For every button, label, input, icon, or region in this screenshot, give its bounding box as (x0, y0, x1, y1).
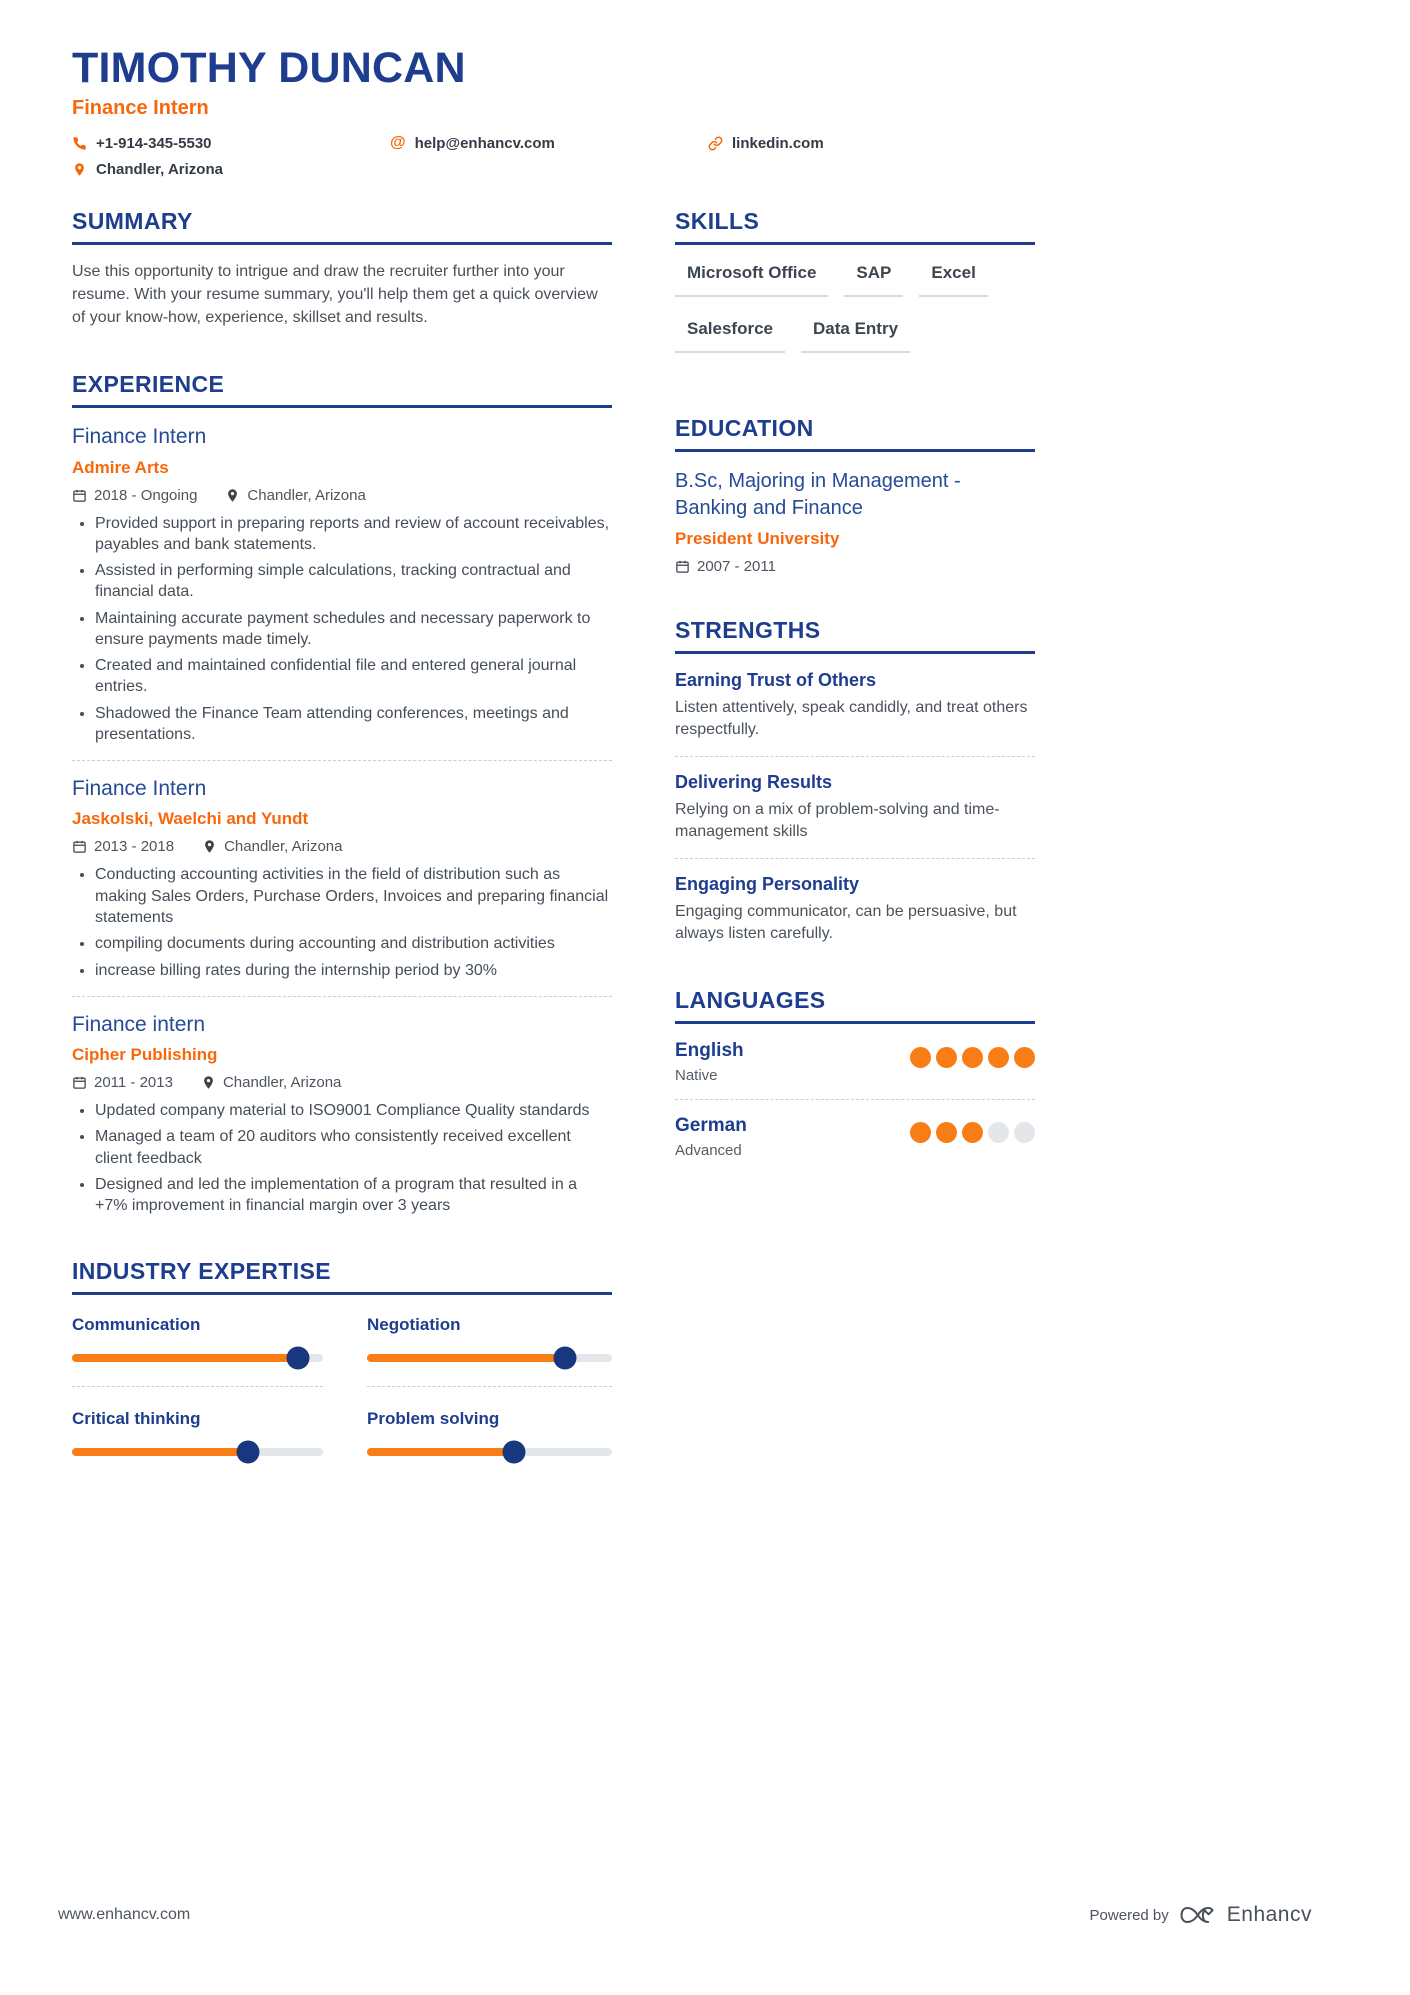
linkedin-link[interactable]: linkedin.com (732, 134, 824, 152)
calendar-icon (675, 559, 690, 574)
experience-section (72, 371, 612, 1216)
company-name: Jaskolski, Waelchi and Yundt (72, 809, 309, 829)
slider-thumb (503, 1441, 526, 1464)
job-bullet: • Assisted in performing simple calculations, tracking contractual and financial data. (95, 560, 612, 603)
calendar-icon (72, 839, 87, 854)
strengths-section (675, 617, 1035, 945)
expertise-slider (367, 1448, 612, 1456)
section-divider (72, 996, 612, 997)
language-info (675, 1040, 744, 1084)
experience-entry (72, 1012, 612, 1217)
skill-tag: Excel (919, 261, 987, 297)
job-bullet: • Updated company material to ISO9001 Compliance Quality standards (95, 1100, 612, 1121)
expertise-label: Problem solving (367, 1409, 500, 1429)
location-pin-icon (202, 839, 217, 854)
job-bullet: • Conducting accounting activities in the field of distribution such as making Sales Orders, Purchase Orders, Invoices and preparing financial statements (95, 864, 612, 928)
company-name: Admire Arts (72, 457, 169, 477)
section-divider (367, 1386, 612, 1387)
industry-expertise-grid (72, 1311, 612, 1456)
strengths-heading: STRENGTHS (675, 617, 1035, 654)
language-level-dot (936, 1122, 957, 1143)
contact-block (72, 134, 1035, 178)
job-dates-item (72, 838, 174, 855)
location-pin-icon (72, 162, 87, 177)
experience-heading: EXPERIENCE (72, 371, 612, 408)
summary-section (72, 208, 612, 329)
language-level-dots (910, 1047, 1035, 1068)
calendar-icon (72, 488, 87, 503)
experience-entry (72, 424, 612, 745)
language-item (675, 1040, 1035, 1084)
strength-item (675, 670, 1035, 741)
job-bullet: • Maintaining accurate payment schedules and necessary paperwork to ensure payments made timely. (95, 608, 612, 651)
job-meta (72, 838, 612, 855)
job-bullet-list (72, 1100, 612, 1216)
company-name: Cipher Publishing (72, 1045, 218, 1065)
skill-tag: Data Entry (801, 317, 910, 353)
job-meta (72, 487, 612, 504)
slider-fill (72, 1448, 248, 1456)
slider-thumb (554, 1347, 577, 1370)
strength-text: Listen attentively, speak candidly, and treat others respectfully. (675, 698, 1028, 738)
expertise-label: Critical thinking (72, 1409, 201, 1429)
language-level-dot (962, 1047, 983, 1068)
skill-tag: Salesforce (675, 317, 785, 353)
language-level-dot (988, 1047, 1009, 1068)
expertise-slider (72, 1448, 323, 1456)
language-level-dot (962, 1122, 983, 1143)
expertise-slider (72, 1354, 323, 1362)
location-pin-icon (225, 488, 240, 503)
contact-row-2 (72, 161, 1035, 178)
link-contact (708, 135, 824, 152)
job-location: Chandler, Arizona (224, 838, 343, 856)
strength-title: Engaging Personality (675, 874, 860, 895)
job-title: Finance intern (72, 1012, 206, 1036)
section-divider (72, 1386, 323, 1387)
job-dates: 2018 - Ongoing (94, 486, 198, 504)
job-bullet: • compiling documents during accounting and distribution activities (95, 933, 612, 954)
enhancv-logo-icon (1179, 1904, 1217, 1926)
job-title: Finance Intern (72, 777, 207, 801)
job-dates-item (72, 1074, 173, 1091)
location-contact (72, 161, 223, 178)
skills-list (675, 261, 1035, 373)
language-level-dot (910, 1122, 931, 1143)
language-level-dot (910, 1047, 931, 1068)
industry-expertise-heading: INDUSTRY EXPERTISE (72, 1258, 612, 1295)
enhancv-brand-text: Enhancv (1226, 1903, 1312, 1926)
email-contact (390, 134, 708, 152)
section-divider (675, 756, 1035, 757)
section-divider (72, 760, 612, 761)
strength-text: Engaging communicator, can be persuasive, but always listen carefully. (675, 903, 1017, 943)
job-bullet: • Created and maintained confidential file and entered general journal entries. (95, 655, 612, 698)
resume-header (72, 46, 1035, 178)
language-level: Native (675, 1067, 718, 1085)
degree-title: B.Sc, Majoring in Management - Banking and Finance (675, 470, 961, 519)
strength-title: Earning Trust of Others (675, 669, 877, 690)
slider-fill (367, 1448, 514, 1456)
powered-by-block (1090, 1903, 1312, 1927)
education-dates-item (675, 558, 776, 575)
language-name: German (675, 1115, 747, 1137)
language-item (675, 1115, 1035, 1159)
phone-contact (72, 135, 390, 152)
summary-text: Use this opportunity to intrigue and draw the recruiter further into your resume. With your resume summary, you'll help them get a quick overview of your know-how, experience, skillset and results. (72, 263, 598, 326)
candidate-name: TIMOTHY DUNCAN (72, 44, 466, 92)
expertise-label: Negotiation (367, 1315, 461, 1335)
strength-item (675, 772, 1035, 843)
job-bullet: • increase billing rates during the internship period by 30% (95, 960, 612, 981)
languages-heading: LANGUAGES (675, 987, 1035, 1024)
expertise-item (367, 1405, 612, 1456)
phone-number: +1-914-345-5530 (96, 134, 212, 152)
job-location: Chandler, Arizona (247, 486, 366, 504)
job-location-item (201, 1074, 341, 1091)
education-heading: EDUCATION (675, 415, 1035, 452)
language-level: Advanced (675, 1142, 742, 1160)
summary-heading: SUMMARY (72, 208, 612, 245)
expertise-label: Communication (72, 1315, 201, 1335)
at-icon: @ (390, 134, 406, 152)
right-column (675, 208, 1035, 1498)
industry-expertise-section (72, 1258, 612, 1456)
job-bullet: • Provided support in preparing reports and review of account receivables, payables and bank statements. (95, 513, 612, 556)
job-dates-item (72, 487, 197, 504)
education-meta (675, 558, 1035, 575)
two-column-layout (72, 208, 1035, 1498)
calendar-icon (72, 1075, 87, 1090)
expertise-item (72, 1311, 323, 1405)
language-level-dots (910, 1122, 1035, 1143)
expertise-slider (367, 1354, 612, 1362)
job-bullet-list (72, 513, 612, 746)
powered-by-label: Powered by (1089, 1906, 1169, 1924)
strength-text: Relying on a mix of problem-solving and time-management skills (675, 801, 1000, 841)
slider-fill (367, 1354, 565, 1362)
skills-section (675, 208, 1035, 373)
page-footer (58, 1903, 1312, 1927)
expertise-item (72, 1405, 323, 1456)
job-bullet-list (72, 864, 612, 980)
experience-entry (72, 776, 612, 981)
job-bullet: • Managed a team of 20 auditors who consistently received excellent client feedback (95, 1126, 612, 1169)
link-icon (708, 136, 723, 151)
education-section (675, 415, 1035, 575)
language-level-dot (1014, 1047, 1035, 1068)
slider-fill (72, 1354, 298, 1362)
slider-thumb (286, 1347, 309, 1370)
job-bullet: • Designed and led the implementation of a program that resulted in a +7% improvement in financial margin over 3 years (95, 1174, 612, 1217)
job-bullet: • Shadowed the Finance Team attending conferences, meetings and presentations. (95, 703, 612, 746)
skills-heading: SKILLS (675, 208, 1035, 245)
candidate-job-title: Finance Intern (72, 97, 209, 120)
left-column (72, 208, 612, 1498)
phone-icon (72, 136, 87, 151)
skill-tag: SAP (844, 261, 903, 297)
email-address[interactable]: help@enhancv.com (414, 134, 555, 152)
job-location-item (225, 487, 365, 504)
slider-thumb (236, 1441, 259, 1464)
job-dates: 2013 - 2018 (94, 838, 175, 856)
language-level-dot (988, 1122, 1009, 1143)
resume-content (72, 46, 1035, 1498)
job-location: Chandler, Arizona (222, 1074, 342, 1092)
education-dates: 2007 - 2011 (697, 557, 776, 575)
expertise-item (367, 1311, 612, 1405)
job-title: Finance Intern (72, 425, 207, 449)
footer-site-link[interactable]: www.enhancv.com (58, 1906, 191, 1923)
strength-title: Delivering Results (675, 772, 833, 793)
strength-item (675, 874, 1035, 945)
language-info (675, 1115, 747, 1159)
language-level-dot (1014, 1122, 1035, 1143)
job-dates: 2011 - 2013 (94, 1074, 173, 1092)
location-text: Chandler, Arizona (96, 161, 223, 179)
language-level-dot (936, 1047, 957, 1068)
job-location-item (202, 838, 342, 855)
job-meta (72, 1074, 612, 1091)
language-name: English (675, 1040, 744, 1062)
languages-section (675, 987, 1035, 1159)
section-divider (675, 858, 1035, 859)
contact-row-1 (72, 134, 1035, 152)
location-pin-icon (201, 1075, 216, 1090)
school-name: President University (675, 528, 840, 548)
section-divider (675, 1099, 1035, 1100)
skill-tag: Microsoft Office (675, 261, 828, 297)
